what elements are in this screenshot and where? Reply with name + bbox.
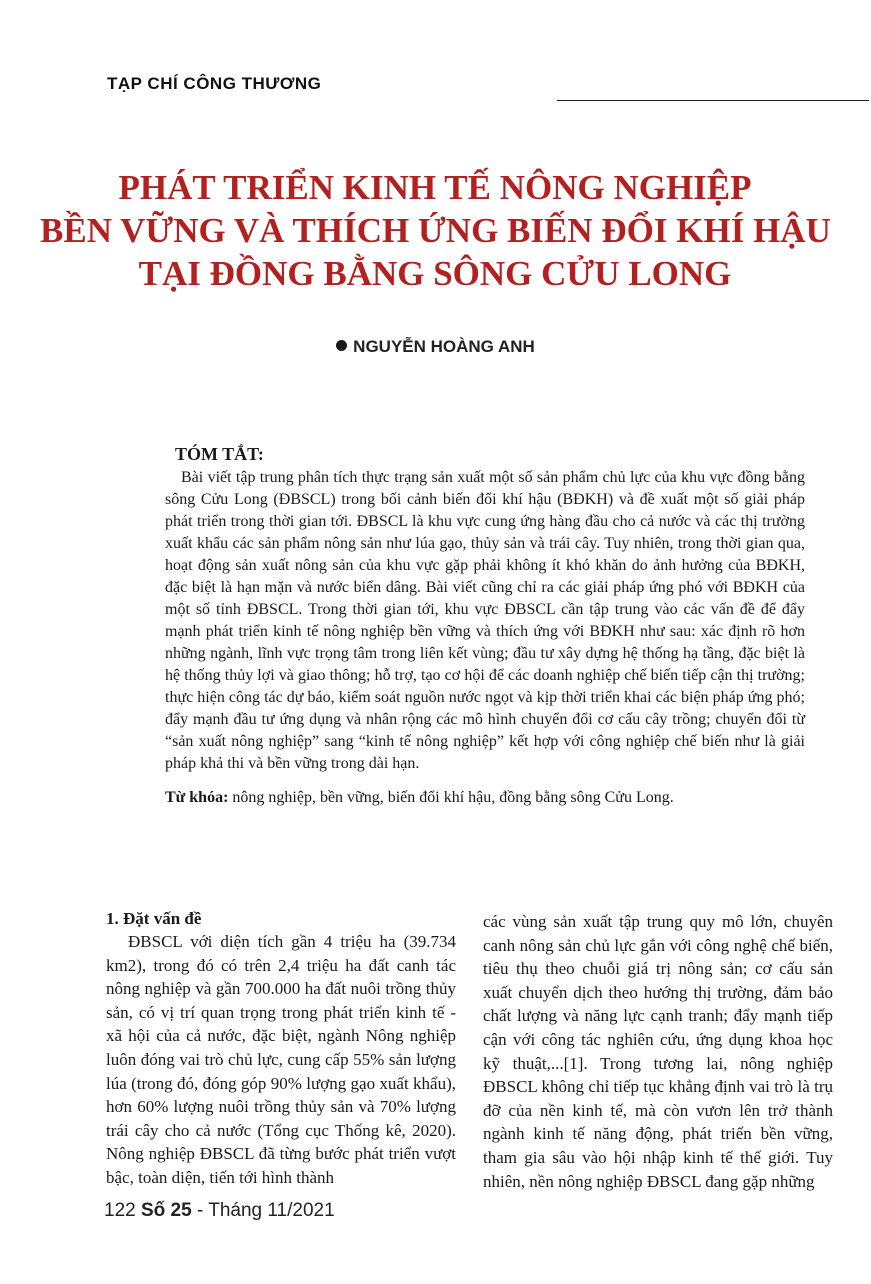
journal-name: TẠP CHÍ CÔNG THƯƠNG bbox=[107, 74, 322, 93]
page-footer bbox=[104, 1200, 335, 1222]
issue-number: Số 25 bbox=[140, 1200, 192, 1221]
title-line-1: PHÁT TRIỂN KINH TẾ NÔNG NGHIỆP bbox=[118, 168, 752, 207]
body-column-right bbox=[483, 910, 833, 1193]
issue-date: - Tháng 11/2021 bbox=[191, 1200, 335, 1221]
body-paragraph-continued: các vùng sản xuất tập trung quy mô lớn, chuyên canh nông sản chủ lực gắn với công nghệ chế biến, tiêu thụ theo chuỗi giá trị nông sản; cơ cấu sản xuất chuyển dịch theo hướng thị trường, đảm bảo chất lượng và năng lực cạnh tranh; đẩy mạnh tiếp cận với công tác nghiên cứu, ứng dụng khoa học kỹ thuật,...[1]. Trong tương lai, nông nghiệp ĐBSCL không chỉ tiếp tục khẳng định vai trò là trụ đỡ của nền kinh tế, mà còn vươn lên trở thành ngành kinh tế năng động, phát triển bền vững, tham gia sâu vào hội nhập kinh tế thế giới. Tuy nhiên, nền nông nghiệp ĐBSCL đang gặp những bbox=[483, 912, 833, 1191]
abstract-text: Bài viết tập trung phân tích thực trạng sản xuất một số sản phẩm chủ lực của khu vực đồng bằng sông Cửu Long (ĐBSCL) trong bối cảnh biến đổi khí hậu (BĐKH) và đề xuất một số giải pháp phát triển trong thời gian tới. ĐBSCL là khu vực cung ứng hàng đầu cho cả nước và các thị trường xuất khẩu các sản phẩm nông sản như lúa gạo, thủy sản và trái cây. Tuy nhiên, trong thời gian qua, hoạt động sản xuất nông sản của khu vực gặp phải không ít khó khăn do ảnh hưởng của BĐKH, đặc biệt là hạn mặn và nước biển dâng. Bài viết cũng chỉ ra các giải pháp ứng phó với BĐKH của một số tỉnh ĐBSCL. Trong thời gian tới, khu vực ĐBSCL cần tập trung vào các vấn đề để đẩy mạnh phát triển kinh tế nông nghiệp bền vững và thích ứng với BĐKH như sau: xác định rõ hơn những ngành, lĩnh vực trọng tâm trong liên kết vùng; đầu tư xây dựng hệ thống hạ tầng, đặc biệt là hệ thống thủy lợi và giao thông; hỗ trợ, tạo cơ hội để các doanh nghiệp chế biến tiếp cận thị trường; thực hiện công tác dự báo, kiểm soát nguồn nước ngọt và kịp thời triển khai các biện pháp ứng phó; đẩy mạnh đầu tư ứng dụng và nhân rộng các mô hình chuyển đổi cơ cấu cây trồng; chuyển đổi từ “sản xuất nông nghiệp” sang “kinh tế nông nghiệp” kết hợp với công nghiệp chế biến như là giải pháp khả thi và bền vững trong dài hạn. bbox=[165, 469, 805, 772]
section-heading: 1. Đặt vấn đề bbox=[106, 909, 202, 928]
page-number: 122 bbox=[104, 1200, 136, 1221]
abstract-heading: TÓM TẮT: bbox=[175, 444, 264, 464]
header-rule bbox=[557, 100, 869, 101]
article-title bbox=[40, 166, 830, 295]
title-line-3: TẠI ĐỒNG BẰNG SÔNG CỬU LONG bbox=[138, 254, 732, 293]
keywords bbox=[165, 787, 805, 809]
keywords-label: Từ khóa: bbox=[165, 789, 229, 806]
body-column-left bbox=[106, 908, 456, 1190]
author-name: NGUYỄN HOÀNG ANH bbox=[353, 337, 535, 356]
author-line bbox=[0, 337, 871, 357]
title-line-2: BỀN VỮNG VÀ THÍCH ỨNG BIẾN ĐỔI KHÍ HẬU bbox=[40, 211, 831, 250]
body-paragraph: ĐBSCL với diện tích gần 4 triệu ha (39.734 km2), trong đó có trên 2,4 triệu ha đất canh tác nông nghiệp và gần 700.000 ha đất nuôi trồng thủy sản, có vị trí quan trọng trong phát triển kinh tế - xã hội của cả nước, đặc biệt, ngành Nông nghiệp luôn đóng vai trò chủ lực, cung cấp 55% sản lượng lúa (trong đó, đóng góp 90% lượng gạo xuất khẩu), hơn 60% lượng nuôi trồng thủy sản và 70% lượng trái cây cho cả nước (Tổng cục Thống kê, 2020). Nông nghiệp ĐBSCL đã từng bước phát triển vượt bậc, toàn diện, tiến tới hình thành bbox=[106, 932, 456, 1187]
keywords-text: nông nghiệp, bền vững, biến đổi khí hậu, đồng bằng sông Cửu Long. bbox=[228, 789, 674, 806]
bullet-icon bbox=[336, 340, 347, 351]
